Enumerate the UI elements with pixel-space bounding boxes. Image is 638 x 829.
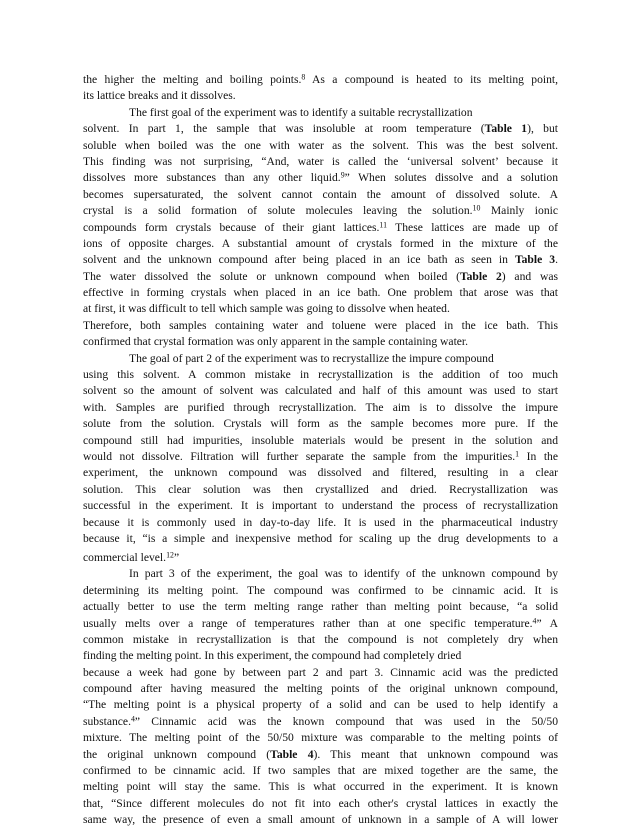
text-line: solvent. In part 1, the sample that was insoluble at room temperature (Table 1), but [83,122,558,136]
text-line: the original unknown compound (Table 4). This meant that unknown compound was [83,747,558,761]
text-line: solute from the solution. Crystals will form as the sample becomes more pure. If the [83,417,558,431]
text-line: same way, the presence of even a small amount of unknown in a sample of A will lower [83,813,558,827]
text-line: determining its melting point. The compound was confirmed to be cinnamic acid. It is [83,583,558,597]
text-line: the higher the melting and boiling points.$^8$ As a compound is heated to its melting point, [83,72,558,86]
text-line: actually better to use the term melting range rather than melting point because, “a solid [83,600,558,614]
text-line: Therefore, both samples containing water and toluene were placed in the ice bath. This [83,318,558,332]
text-line: compounds form crystals because of their giant lattices.$^{11}$ These lattices are made up of [83,219,558,234]
text-line: soluble when boiled was the one with water as the solvent. This was the best solvent. [83,138,558,152]
text-line: solvent and the unknown compound after being placed in an ice bath as seen in Table 3. [83,253,558,267]
text-line: solution. This clear solution was then crystallized and dried. Recrystallization was [83,482,558,496]
text-line: because it, “is a simple and inexpensive method for scaling up the drug developments to a [83,531,558,545]
text-line: would not dissolve. Filtration will further separate the sample from the impurities.$^1$ In the [83,449,558,463]
text-line: at first, it was difficult to tell which sample was going to dissolve when heated. [83,302,450,316]
text-line: mixture. The melting point of the 50/50 mixture was comparable to the melting points of [83,731,558,745]
text-line: because a week had gone by between part 2 and part 3. Cinnamic acid was the predicted [83,665,558,679]
text-line: “The melting point is a physical property of a solid and can be used to help identify a [83,698,558,712]
text-line: using this solvent. A common mistake in recrystallization is the addition of too much [83,368,558,382]
text-line: usually melts over a range of temperatures rather than at one specific temperature.$^4$” A [83,615,558,630]
text-line: The goal of part 2 of the experiment was to recrystallize the impure compound [129,351,494,365]
text-line: In part 3 of the experiment, the goal was to identify of the unknown compound by [129,567,558,581]
text-line: confirmed to be cinnamic acid. If two samples that are mixed together are the same, the [83,764,558,778]
text-line: compound still had impurities, insoluble materials would be present in the solution and [83,433,558,447]
text-line: successful in the experiment. It is important to understand the process of recrystallization [83,499,558,513]
text-line: melting point will stay the same. This is what occurred in the experiment. It is known [83,780,558,794]
text-line: ions of opposite charges. A substantial amount of crystals formed in the mixture of the [83,236,558,250]
text-line: with. Samples are purified through recrystallization. The aim is to dissolve the impure [83,400,558,414]
body-text [83,72,558,829]
text-line: effective in forming crystals when placed in an ice bath. One problem that arose was that [83,286,558,300]
text-line: substance.$^4$” Cinnamic acid was the known compound that was used in the 50/50 [83,714,558,728]
text-line: that, “Since different molecules do not fit into each other's crystal lattices in exactly the [83,796,558,810]
text-line: compound after having measured the melting points of the original unknown compound, [83,682,558,696]
text-line: becomes supersaturated, the solvent cannot contain the amount of dissolved solute. A [83,187,558,201]
text-line: common mistake in recrystallization is that the compound is not completely dry when [83,632,558,646]
text-line: The first goal of the experiment was to identify a suitable recrystallization [129,105,473,119]
text-line: experiment, the unknown compound was dissolved and filtered, resulting in a clear [83,466,558,480]
text-line: solvent so the amount of solvent was calculated and half of this amount was used to start [83,384,558,398]
text-line: its lattice breaks and it dissolves. [83,89,236,103]
text-line: because it is commonly used in day-to-day life. It is used in the pharmaceutical industry [83,515,558,529]
text-line: finding the melting point. In this experiment, the compound had completely dried [83,649,462,663]
text-line: confirmed that crystal formation was only apparent in the sample containing water. [83,335,469,349]
text-line: commercial level.$^{12}$” [83,550,180,565]
text-line: dissolves more substances than any other liquid.$^9$” When solutes dissolve and a solution [83,170,558,185]
text-line: crystal is a solid formation of solute molecules leaving the solution.$^{10}$ Mainly ionic [83,203,558,218]
text-line: The water dissolved the solute or unknown compound when boiled (Table 2) and was [83,269,558,283]
text-line: This finding was not surprising, “And, water is called the ‘universal solvent’ because it [83,154,558,168]
